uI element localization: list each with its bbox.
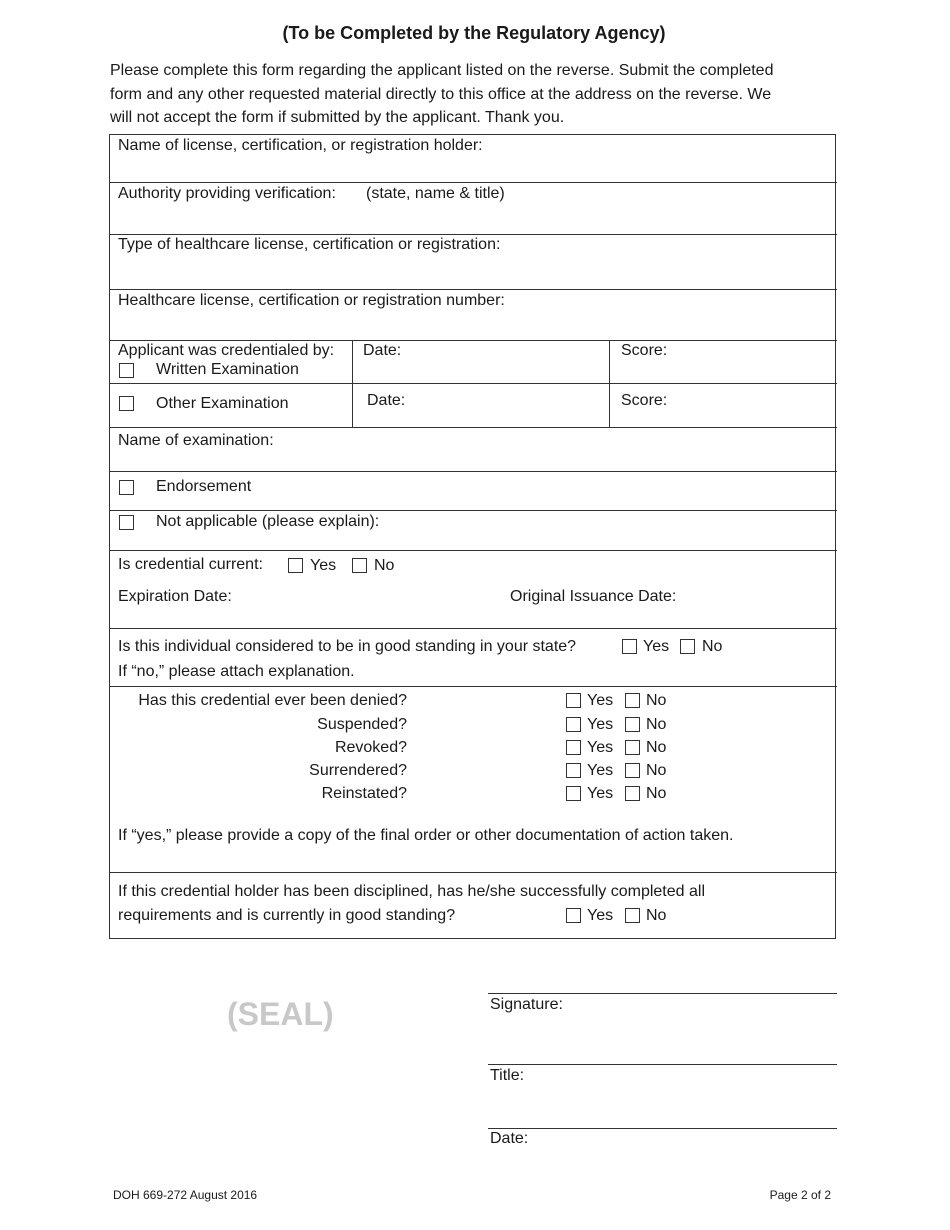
column-divider <box>352 340 353 427</box>
current-yes-checkbox[interactable] <box>288 558 303 573</box>
not-applicable-label: Not applicable (please explain): <box>156 513 380 530</box>
reinstated-yes-checkbox[interactable] <box>566 786 581 801</box>
seal-placeholder: (SEAL) <box>227 996 334 1032</box>
row-divider <box>110 383 837 384</box>
history-question: Has this credential ever been denied? <box>138 692 407 709</box>
date-label: Date: <box>490 1130 529 1147</box>
title-label: Title: <box>490 1067 525 1084</box>
written-exam-checkbox[interactable] <box>119 363 134 378</box>
surrendered-no-checkbox[interactable] <box>625 763 640 778</box>
surrendered-yes-checkbox[interactable] <box>566 763 581 778</box>
denied-yes-checkbox[interactable] <box>566 693 581 708</box>
row-divider <box>110 550 837 551</box>
history-question: Reinstated? <box>321 785 407 802</box>
row-divider <box>110 872 837 873</box>
signature-line[interactable] <box>488 993 837 994</box>
suspended-yes-checkbox[interactable] <box>566 717 581 732</box>
row-divider <box>110 340 837 341</box>
other-exam-label: Other Examination <box>156 395 289 412</box>
disciplined-question: If this credential holder has been disciplined, has he/she successfully completed all <box>118 883 705 900</box>
row-divider <box>110 289 837 290</box>
disciplined-no-label: No <box>646 907 667 924</box>
endorsement-checkbox[interactable] <box>119 480 134 495</box>
reinstated-no-label: No <box>646 785 667 802</box>
suspended-no-checkbox[interactable] <box>625 717 640 732</box>
current-yes-label: Yes <box>310 557 337 574</box>
surrendered-no-label: No <box>646 762 667 779</box>
standing-yes-label: Yes <box>643 638 670 655</box>
license-type-label: Type of healthcare license, certification or registration: <box>118 236 501 253</box>
form-id: DOH 669-272 August 2016 <box>113 1188 258 1202</box>
credential-current-label: Is credential current: <box>118 556 263 573</box>
disciplined-yes-checkbox[interactable] <box>566 908 581 923</box>
denied-yes-label: Yes <box>587 692 614 709</box>
intro-text <box>110 59 840 130</box>
disciplined-yes-label: Yes <box>587 907 614 924</box>
holder-name-label: Name of license, certification, or registration holder: <box>118 137 483 154</box>
form-title: (To be Completed by the Regulatory Agency) <box>282 23 666 43</box>
signature-label: Signature: <box>490 996 563 1013</box>
history-note: If “yes,” please provide a copy of the final order or other documentation of action taken. <box>118 827 734 844</box>
surrendered-yes-label: Yes <box>587 762 614 779</box>
denied-no-checkbox[interactable] <box>625 693 640 708</box>
history-question: Suspended? <box>317 716 407 733</box>
suspended-no-label: No <box>646 716 667 733</box>
written-exam-date-label: Date: <box>363 342 402 359</box>
standing-yes-checkbox[interactable] <box>622 639 637 654</box>
row-divider <box>110 427 837 428</box>
other-exam-checkbox[interactable] <box>119 396 134 411</box>
title-line[interactable] <box>488 1064 837 1065</box>
row-divider <box>110 510 837 511</box>
endorsement-label: Endorsement <box>156 478 252 495</box>
intro-line: form and any other requested material directly to this office at the address on the reverse. We <box>110 85 772 103</box>
expiration-date-label: Expiration Date: <box>118 588 232 605</box>
revoked-yes-label: Yes <box>587 739 614 756</box>
standing-no-checkbox[interactable] <box>680 639 695 654</box>
row-divider <box>110 628 837 629</box>
license-number-label: Healthcare license, certification or registration number: <box>118 292 505 309</box>
row-divider <box>110 234 837 235</box>
revoked-no-label: No <box>646 739 667 756</box>
standing-no-label: No <box>702 638 723 655</box>
reinstated-yes-label: Yes <box>587 785 614 802</box>
revoked-yes-checkbox[interactable] <box>566 740 581 755</box>
row-divider <box>110 686 837 687</box>
row-divider <box>110 182 837 183</box>
authority-label: Authority providing verification: <box>118 185 336 202</box>
column-divider <box>609 340 610 427</box>
standing-note: If “no,” please attach explanation. <box>118 663 355 680</box>
reinstated-no-checkbox[interactable] <box>625 786 640 801</box>
suspended-yes-label: Yes <box>587 716 614 733</box>
date-line[interactable] <box>488 1128 837 1129</box>
current-no-label: No <box>374 557 395 574</box>
other-exam-score-label: Score: <box>621 392 668 409</box>
original-issuance-date-label: Original Issuance Date: <box>510 588 677 605</box>
written-exam-score-label: Score: <box>621 342 668 359</box>
other-exam-date-label: Date: <box>367 392 406 409</box>
written-exam-label: Written Examination <box>156 361 299 378</box>
intro-line: Please complete this form regarding the applicant listed on the reverse. Submit the completed <box>110 62 774 79</box>
page-number: Page 2 of 2 <box>769 1188 831 1202</box>
history-question: Revoked? <box>334 739 407 756</box>
not-applicable-checkbox[interactable] <box>119 515 134 530</box>
row-divider <box>110 471 837 472</box>
intro-line: will not accept the form if submitted by the applicant. Thank you. <box>110 109 565 126</box>
current-no-checkbox[interactable] <box>352 558 367 573</box>
revoked-no-checkbox[interactable] <box>625 740 640 755</box>
disciplined-question: requirements and is currently in good standing? <box>118 907 456 924</box>
good-standing-question: Is this individual considered to be in good standing in your state? <box>118 638 577 655</box>
history-question: Surrendered? <box>309 762 407 779</box>
denied-no-label: No <box>646 692 667 709</box>
verification-form <box>109 134 836 939</box>
authority-hint: (state, name & title) <box>366 185 505 202</box>
disciplined-no-checkbox[interactable] <box>625 908 640 923</box>
exam-name-label: Name of examination: <box>118 432 274 449</box>
credentialed-by-label: Applicant was credentialed by: <box>118 342 335 359</box>
